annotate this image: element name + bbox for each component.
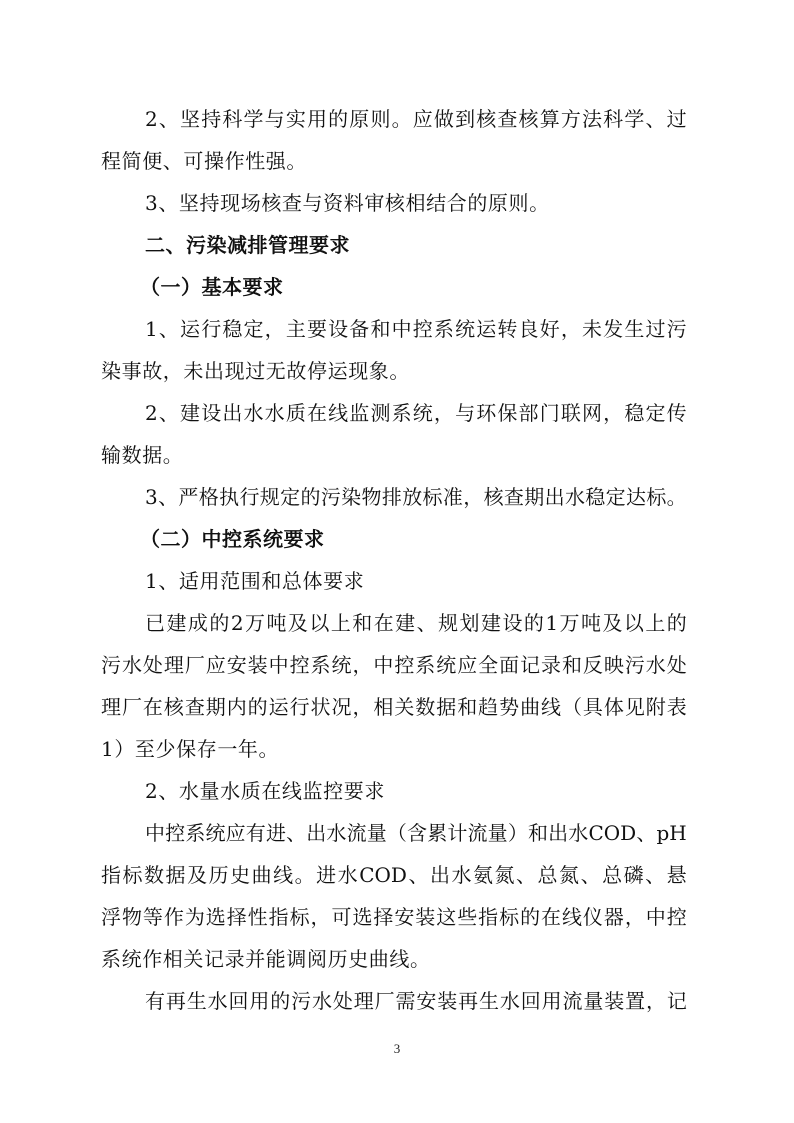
- paragraph-line: 污 水 处 理 厂 应 安 装 中 控 系 统 ， 中 控 系 统 应 全 面 记 录 和 反 映 污 水 处: [101, 653, 687, 677]
- paragraph-line: 系统作相关记录并能调阅历史曲线。: [101, 947, 431, 971]
- paragraph-line: 3 、 严 格 执 行 规 定 的 污 染 物 排 放 标 准 ， 核 查 期 出 水 稳 定 达 标 。: [145, 485, 687, 509]
- subsection-heading: （一）基本要求: [140, 275, 284, 299]
- paragraph-line: 已 建 成 的 2 万 吨 及 以 上 和 在 建 、 规 划 建 设 的 1 万 吨 及 以 上 的: [145, 611, 687, 635]
- section-heading: 二、污染减排管理要求: [145, 233, 350, 257]
- paragraph-line: 输数据。: [101, 443, 184, 467]
- paragraph-line: 染事故，未出现过无故停运现象。: [101, 359, 410, 383]
- paragraph-line: 有 再 生 水 回 用 的 污 水 处 理 厂 需 安 装 再 生 水 回 用 流 量 装 置 ， 记: [145, 989, 687, 1013]
- paragraph-line: 指 标 数 据 及 历 史 曲 线 。 进 水 COD 、 出 水 氨 氮 、 总 氮 、 总 磷 、 悬: [101, 863, 687, 887]
- paragraph-line: 2 、 坚 持 科 学 与 实 用 的 原 则 。 应 做 到 核 查 核 算 方 法 科 学 、 过: [145, 107, 687, 131]
- subsection-heading: （二）中控系统要求: [140, 527, 325, 551]
- paragraph-line: 3、坚持现场核查与资料审核相结合的原则。: [145, 191, 550, 215]
- paragraph-line: 2、水量水质在线监控要求: [145, 779, 385, 803]
- paragraph-line: 中 控 系 统 应 有 进 、 出 水 流 量 （ 含 累 计 流 量 ） 和 出 水 COD 、 pH: [145, 821, 687, 845]
- paragraph-line: 1、适用范围和总体要求: [145, 569, 365, 593]
- paragraph-line: 1）至少保存一年。: [101, 737, 280, 761]
- paragraph-line: 1 、 运 行 稳 定 ， 主 要 设 备 和 中 控 系 统 运 转 良 好 ， 未 发 生 过 污: [145, 317, 687, 341]
- paragraph-line: 理 厂 在 核 查 期 内 的 运 行 状 况 ， 相 关 数 据 和 趋 势 曲 线 （ 具 体 见 附 表: [101, 695, 687, 719]
- paragraph-line: 2 、 建 设 出 水 水 质 在 线 监 测 系 统 ， 与 环 保 部 门 联 网 ， 稳 定 传: [145, 401, 687, 425]
- paragraph-line: 程简便、可操作性强。: [101, 149, 307, 173]
- paragraph-line: 浮 物 等 作 为 选 择 性 指 标 ， 可 选 择 安 装 这 些 指 标 的 在 线 仪 器 ， 中 控: [101, 905, 687, 929]
- page-number: 3: [393, 1041, 401, 1056]
